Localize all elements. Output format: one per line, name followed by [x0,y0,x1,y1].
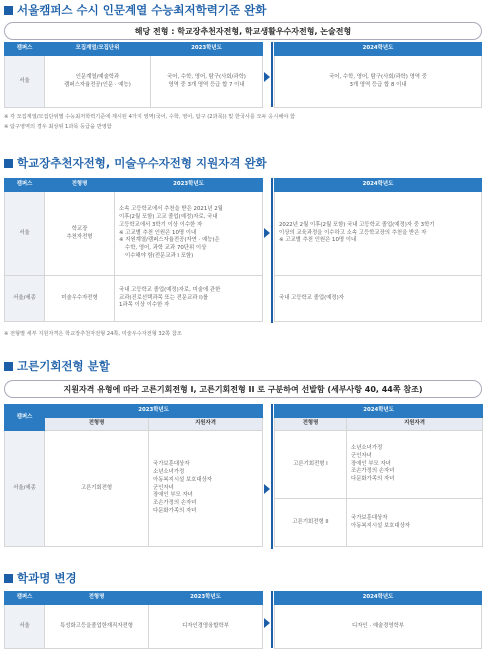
section-marker-icon [4,362,13,371]
section-2-table-2023: 캠퍼스 전형명 2023학년도 서울 학교장 추천자전형 소속 고등학교에서 추천을 받은 2021년 2월 이후(2월 포함) 고교 졸업(예정)자로, 국내 고등학교에서 3학기 이상 이수한 자 ※ 고교별 추천 인원은 10명 이내 ※ 지원계열/캠퍼스자율전공(자연 · 예능)은 수학, 영어, 과학 교과 70단위 이상 이수해야 함(전문교과 I 포함) 서울/세종 미술우수자전형 국내 고등학교 졸업(예정)자로, 미술에 관한 교과(진로선택과목 또는 전문교과 I)를 1과목 이상 이수한 자 [4,178,263,322]
section-4-table-2024: 2024학년도 디자인 · 예술경영학부 [274,591,482,649]
arrow-icon [264,618,270,628]
section-2-title: 학교장추천자전형, 미술우수자전형 지원자격 완화 [4,155,267,171]
arrow-icon [264,228,270,238]
section-4-table-2023: 캠퍼스 전형명 2023학년도 서울 특성화고등을졸업한재직자전형 디자인경영융합학부 [4,591,263,649]
note: ※ 전형별 세부 지원자격은 학교장추천자전형 24쪽, 미술우수자전형 32쪽 참조 [4,331,182,337]
section-marker-icon [4,159,13,168]
note: ※ 각 모집계열/모집단위별 수능최저학력기준에 제시된 4가지 영역(국어, 수학, 영어, 탐구 (2과목)) 및 한국사를 모두 응시해야 함 [4,114,296,120]
section-3-table-2024: 2024학년도 전형명 지원자격 고른기회전형 I 소년소녀가정 군인자녀 장애인 부모 자녀 조손가정의 손자녀 다문화가족의 자녀 고른기회전형 II 국가보훈대상자 아동복지시설 보호대상자 [274,404,483,547]
section-1-title: 서울캠퍼스 수시 인문계열 수능최저학력기준 완화 [4,2,266,18]
arrow-icon [264,484,270,494]
section-3-table-2023: 캠퍼스 2023학년도 전형명 지원자격 서울/세종 고른기회전형 국가보훈대상자 소년소녀가정 아동복지시설 보호대상자 군인자녀 장애인 부모 자녀 조손가정의 손자녀 다문화가족의 자녀 [4,404,263,547]
arrow-icon [264,72,270,82]
section-1-table-2024: 2024학년도 국어, 수학, 영어, 탐구(사회/과학) 영역 중 3개 영역 등급 합 8 이내 [274,42,482,108]
note: ※ 탐구영역의 경우 최상위 1과목 등급을 반영함 [4,124,112,130]
section-3-banner: 지원자격 유형에 따라 고른기회전형 I, 고른기회전형 II 로 구분하여 선발함 (세부사항 40, 44쪽 참조) [4,380,482,398]
section-4-title: 학과명 변경 [4,570,77,586]
section-2-table-2024: 2024학년도 2022년 2월 이후(2월 포함) 국내 고등학교 졸업(예정)자 중 3학기 이상의 교육과정을 이수하고 소속 고등학교장의 추천을 받은 자 ※ 고교별 추천 인원은 10명 이내 국내 고등학교 졸업(예정)자 [274,178,482,322]
section-marker-icon [4,574,13,583]
section-1-banner: 해당 전형 : 학교장추천자전형, 학교생활우수자전형, 논술전형 [4,22,482,40]
section-marker-icon [4,6,13,15]
section-3-title: 고른기회전형 분할 [4,358,110,374]
section-1-table-2023: 캠퍼스 모집계열/모집단위 2023학년도 서울 인문계열/예술학과 캠퍼스자율전공(인문 · 예능) 국어, 수학, 영어, 탐구(사회/과학) 영역 중 3개 영역 등급 합 7 이내 [4,42,263,108]
